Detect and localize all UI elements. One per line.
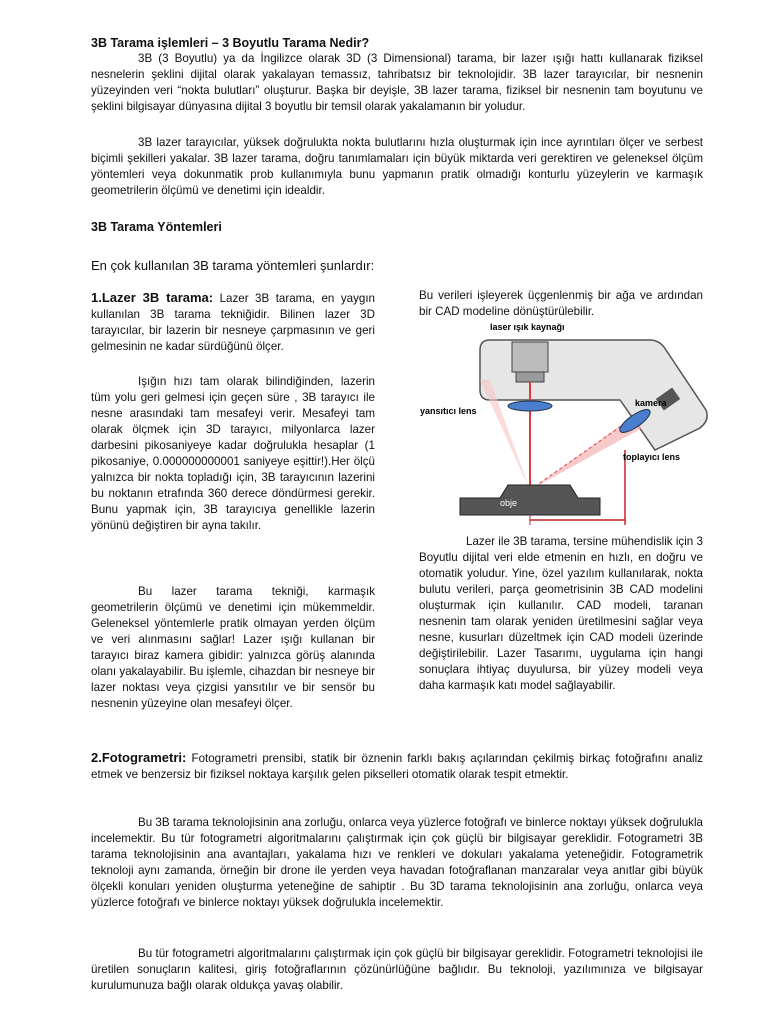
laser-right-paragraph-2: Lazer ile 3B tarama, tersine mühendislik için 3 Boyutlu dijital veri elde etmenin en hızlı, en doğru ve otomatik yoludur. Yine, özel yazılım kullanılarak, nokta bulutu verileri, parça geometrisinin 3B CAD modelini oluşturmak için kullanılır. CAD modeli, taranan nesnenin tam olarak yeniden üretilmesini sağlar veya nesne, kusurları düzeltmek için CAD modeli üzerinde değiştirilebilir. Lazer Tasarımı, uygulama için hangi sonuçlara ihtiyaç duyulursa, bir yüzey modeli veya daha karmaşık katı model sağlayabilir. [419,535,703,692]
label-camera: kamera [635,398,667,408]
laser-paragraph-3: Bu lazer tarama tekniği, karmaşık geometrilerin ölçümü ve denetimi için mükemmeldir. Geleneksel yöntemlerle pratik olmayan yerden ölçüm ve veri alınmasını sağlar! Lazer ışığı kullanan bir tarayıcı biraz kamera gibidir: yalnızca görüş alanında olanı yakalayabilir. Bu işlemle, cihazdan bir nesneye bir lazer noktası veya çizgisi yansıtılır ve bir sensör bu nesnenin yüzeyine olan mesafeyi ölçer. [91,585,375,710]
intro-paragraph-2: 3B lazer tarayıcılar, yüksek doğrulukta nokta bulutlarını hızla oluşturmak için ince ayrıntıları ölçer ve serbest biçimli şekilleri yakalar. 3B lazer tarama, doğru tanımlamaları için büyük miktarda veri gerektiren ve geleneksel ölçüm yöntemleri veya dokunmatik prob kullanımıyla bunu yapmanın pratik olmadığı konturlu yüzeylerin ve karmaşık geometrilerin ölçümü ve denetimi için idealdir. [91,136,703,197]
laser-paragraph-1 [91,290,375,355]
label-laser-source: laser ışık kaynağı [490,322,565,332]
reflection-line [530,420,630,490]
laser-p1-text: Lazer 3B tarama, en yaygın kullanılan 3B tarama tekniğidir. Bilinen lazer 3D tarayıcılar, bir lazerin bir nesneye çarpmasının ve geri gelmesinin ne kadar sürdüğünü ölçer. [91,292,375,353]
reflect-lens [508,401,552,411]
object-part [460,485,600,515]
label-collect-lens: toplayıcı lens [623,452,681,462]
page-title: 3B Tarama işlemleri – 3 Boyutlu Tarama Nedir? [91,36,370,50]
photogrammetry-paragraph-1 [91,750,703,783]
label-object: obje [500,498,518,508]
photogrammetry-paragraph-2: Bu 3B tarama teknolojisinin ana zorluğu, onlarca veya yüzlerce fotoğrafı ve binlerce noktayı yüksek doğrulukla incelemektir. Bu tür fotogrametri algoritmalarını çalıştırmak için çok güçlü bir bilgisayar gereklidir. Fotogrametri 3B tarama teknolojisinin ana avantajları, yakalama hızı ve renkleri ve dokuları yakalama yeteneğidir. Fotogrametrik teknoloji aynı zamanda, örneğin bir drone ile yerden veya havadan fotoğraflanan manzaralar veya anıtlar gibi büyük ölçekli konuları yeniden oluşturma yeteneğine de sahiptir . Bu 3D tarama teknolojisinin ana zorluğu, onlarca veya yüzlerce fotoğrafı ve binlerce noktayı yüksek doğrulukla incelemektir. [91,816,703,909]
laser-right-paragraph-1: Bu verileri işleyerek üçgenlenmiş bir ağa ve ardından bir CAD modeline dönüştürülebilir. [419,289,703,318]
label-reflect-lens: yansıtıcı lens [420,406,477,416]
laser-source [512,342,548,372]
laser-nozzle [516,372,544,382]
laser-scanner-diagram [420,320,710,535]
laser-paragraph-2: Işığın hızı tam olarak bilindiğinden, lazerin tüm yolu geri gelmesi için geçen süre , 3B tarayıcı ile nesne arasındaki tam mesafeyi verir. Mesafeyi tam olarak ölçmek için 3D tarayıcı, milyonlarca lazer darbesini pikosaniyeye kadar doğrulukla hesaplar (1 pikosaniye, 0.000000000001 saniyeye eşittir!).Her ölçü yalnızca bir nokta topladığı için, 3B tarayıcının lazerini bu noktanın etrafında 360 derece döndürmesi gerekir. Bunu yapmak için, 3B tarayıcıya genellikle lazerin yönünü değiştiren bir ayna takılır. [91,375,375,532]
section-heading: 3B Tarama Yöntemleri [91,220,222,234]
laser-heading: 1.Lazer 3B tarama: [91,290,214,305]
intro-paragraph-1: 3B (3 Boyutlu) ya da İngilizce olarak 3D (3 Dimensional) tarama, bir lazer ışığı hattı kullanarak fiziksel nesnelerin şeklini dijital olarak yakalayan temassız, tahribatsız bir teknolojidir. 3B lazer tarayıcılar, bir nesnenin yüzeyinden veri “nokta bulutları” oluşturur. Başka bir deyişle, 3B lazer tarama, fiziksel bir nesnenin tam boyutunu ve şeklini bilgisayar dünyasına dijital 3 boyutlu bir temsil olarak yakalamanın bir yoludur. [91,52,703,113]
diagram-svg [420,320,710,535]
photogrammetry-paragraph-3: Bu tür fotogrametri algoritmalarını çalıştırmak için çok güçlü bir bilgisayar gereklidir. Fotogrametri teknolojisi ile üretilen sonuçların kalitesi, giriş fotoğraflarının çözünürlüğüne bağlıdır. Bu teknoloji, yazılımınıza ve bilgisayar kurulumunuza bağlı olarak oldukça yavaş olabilir. [91,947,703,992]
photogrammetry-p1-text: Fotogrametri prensibi, statik bir öznenin farklı bakış açılarından çekilmiş birkaç fotoğrafını analiz etmek ve benzersiz bir fiziksel noktaya karşılık gelen pikselleri otomatik olarak tespit etmektir. [91,752,703,781]
photogrammetry-heading: 2.Fotogrametri: [91,750,187,765]
methods-lead: En çok kullanılan 3B tarama yöntemleri şunlardır: [91,258,375,273]
